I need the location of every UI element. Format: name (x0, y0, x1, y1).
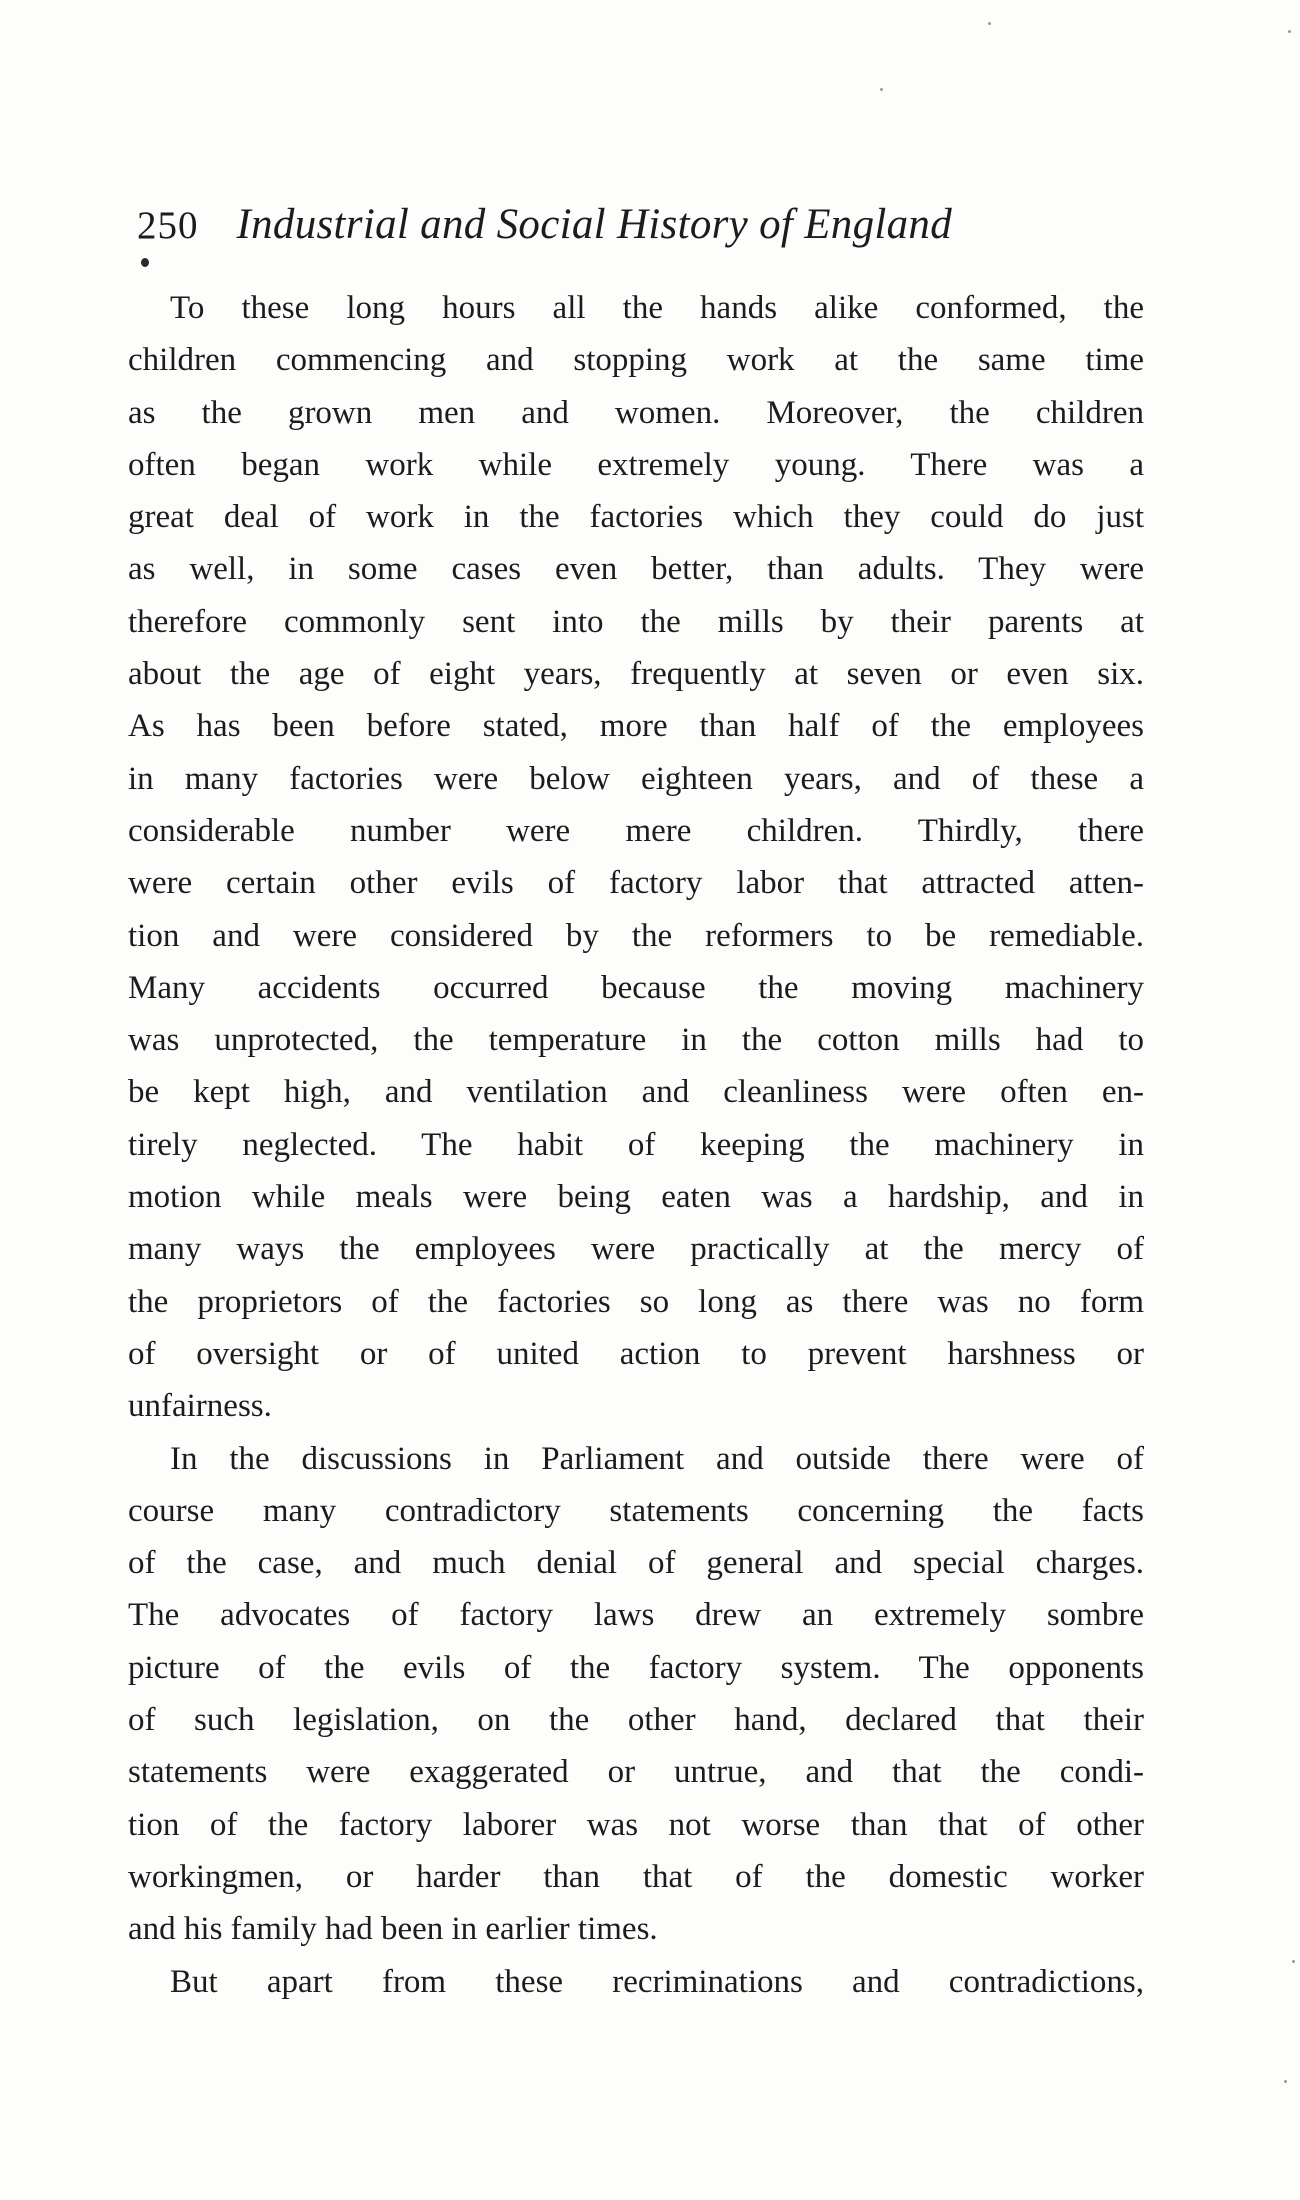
text-line: children commencing and stopping work at the same time (128, 342, 1144, 379)
text-line: To these long hours all the hands alike conformed, the (170, 290, 1144, 326)
scan-speck (1284, 2080, 1287, 2083)
text-line: of the case, and much denial of general and special charges. (128, 1545, 1144, 1582)
text-line: about the age of eight years, frequently at seven or even six. (128, 656, 1144, 693)
text-line: of oversight or of united action to prevent harshness or (128, 1335, 1144, 1372)
text-line: unfairness. (128, 1388, 272, 1425)
text-line: workingmen, or harder than that of the domestic worker (128, 1858, 1144, 1895)
text-line: were certain other evils of factory labor that attracted atten- (128, 865, 1144, 902)
page-number: 250 (137, 204, 199, 247)
scan-speck (1288, 30, 1291, 33)
printer-mark (141, 258, 149, 267)
text-line: therefore commonly sent into the mills by their parents at (128, 603, 1144, 640)
text-line: The advocates of factory laws drew an extremely sombre (128, 1597, 1144, 1634)
text-line: the proprietors of the factories so long as there was no form (128, 1283, 1144, 1320)
text-line: as well, in some cases even better, than adults. They were (128, 551, 1144, 588)
text-line: be kept high, and ventilation and cleanliness were often en- (128, 1074, 1144, 1111)
running-head (137, 200, 1077, 260)
text-line: great deal of work in the factories which they could do just (128, 499, 1144, 536)
scan-speck (1292, 1960, 1295, 1963)
text-line: often began work while extremely young. There was a (128, 446, 1144, 483)
book-title: Industrial and Social History of England (236, 201, 953, 248)
scan-speck (988, 22, 991, 25)
text-line: As has been before stated, more than half of the employees (128, 708, 1144, 745)
paragraph-3 (128, 1956, 1144, 2008)
text-line: statements were exaggerated or untrue, and that the condi- (128, 1754, 1144, 1791)
text-line: considerable number were mere children. Thirdly, there (128, 812, 1144, 849)
body-text (128, 282, 1144, 2008)
text-line: was unprotected, the temperature in the cotton mills had to (128, 1022, 1144, 1059)
text-line: many ways the employees were practically at the mercy of (128, 1231, 1144, 1268)
text-line: tion and were considered by the reformers to be remediable. (128, 917, 1144, 954)
paragraph-2 (128, 1433, 1144, 1956)
text-line: motion while meals were being eaten was a hardship, and in (128, 1179, 1144, 1216)
text-line: and his family had been in earlier times. (128, 1911, 658, 1948)
text-line: course many contradictory statements concerning the facts (128, 1492, 1144, 1529)
scan-speck (880, 88, 883, 91)
text-line: tion of the factory laborer was not worse than that of other (128, 1806, 1144, 1843)
text-line: as the grown men and women. Moreover, the children (128, 394, 1144, 431)
paragraph-1 (128, 282, 1144, 1433)
text-line: tirely neglected. The habit of keeping the machinery in (128, 1126, 1144, 1163)
text-line: picture of the evils of the factory system. The opponents (128, 1649, 1144, 1686)
text-line: In the discussions in Parliament and outside there were of (170, 1440, 1144, 1477)
text-line: Many accidents occurred because the moving machinery (128, 969, 1144, 1006)
text-line: of such legislation, on the other hand, declared that their (128, 1702, 1144, 1739)
text-line: But apart from these recriminations and contradictions, (170, 1963, 1144, 2000)
text-line: in many factories were below eighteen years, and of these a (128, 760, 1144, 797)
